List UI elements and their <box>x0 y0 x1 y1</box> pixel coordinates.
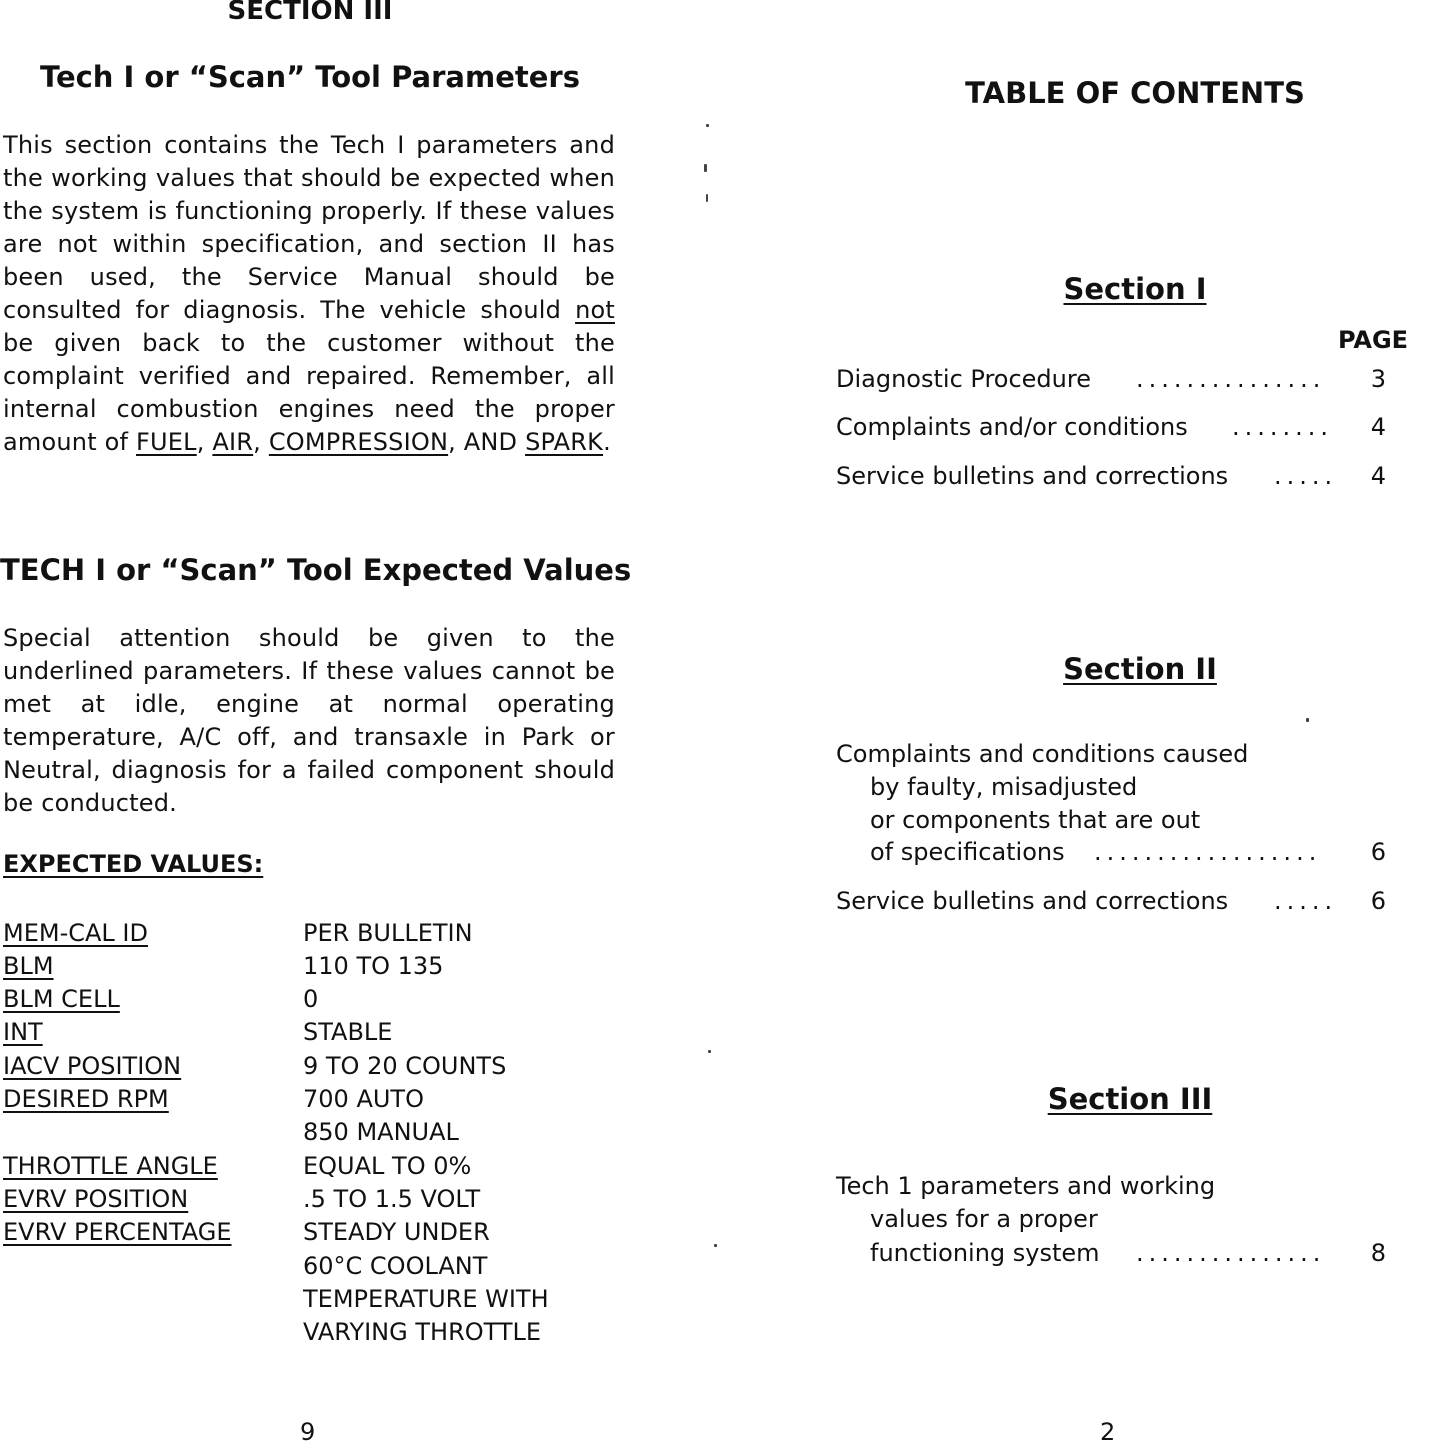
page-title: Tech I or “Scan” Tool Parameters <box>40 60 580 94</box>
parameter-name: MEM-CAL ID <box>3 919 148 947</box>
parameter-value: STABLE <box>303 1018 393 1046</box>
toc-leader-dots: ..... <box>1274 462 1338 490</box>
toc-entry-page: 4 <box>1370 413 1386 441</box>
parameter-value: 60°C COOLANT <box>303 1252 488 1280</box>
toc-entry-text: by faulty, misadjusted <box>870 773 1138 801</box>
scan-speck <box>1306 718 1309 722</box>
parameter-name: BLM CELL <box>3 985 120 1013</box>
intro-paragraph <box>3 129 615 459</box>
intro-end: . <box>603 428 611 456</box>
right-page-number: 2 <box>1100 1418 1116 1446</box>
parameter-value: 0 <box>303 985 319 1013</box>
expected-value-row <box>3 1150 623 1183</box>
scan-speck <box>706 124 709 127</box>
expected-values-heading: TECH I or “Scan” Tool Expected Values <box>0 553 632 587</box>
expected-value-row <box>3 1116 623 1149</box>
section-header: SECTION III <box>227 0 393 26</box>
section-2-heading: Section II <box>1063 652 1217 686</box>
toc-entry-text: Tech 1 parameters and working <box>836 1172 1216 1200</box>
parameter-value: EQUAL TO 0% <box>303 1152 472 1180</box>
expected-values-label: EXPECTED VALUES: <box>3 850 264 878</box>
intro-emphasis: not <box>575 296 615 324</box>
intro-text-1: This section contains the Tech I parameters and the working values that should be expected when the system is functioning properly. If these values are not within specification, and section II has been used, the Service Manual should be consulted for diagnosis. The vehicle should <box>3 131 615 324</box>
toc-entry-page: 6 <box>1370 887 1386 915</box>
parameter-name: IACV POSITION <box>3 1052 182 1080</box>
parameter-name: DESIRED RPM <box>3 1085 169 1113</box>
toc-entry-text: values for a proper <box>870 1205 1098 1233</box>
toc-entry-text: Complaints and conditions caused <box>836 740 1249 768</box>
toc-leader-dots: ............... <box>1136 1239 1326 1267</box>
scan-speck <box>706 194 708 202</box>
parameter-value: .5 TO 1.5 VOLT <box>303 1185 481 1213</box>
parameter-name: BLM <box>3 952 54 980</box>
scan-speck <box>704 164 707 172</box>
expected-value-row <box>3 1216 623 1249</box>
toc-leader-dots: ............... <box>1136 365 1326 393</box>
parameter-name: INT <box>3 1018 43 1046</box>
parameter-value: STEADY UNDER <box>303 1218 490 1246</box>
toc-leader-dots: .................. <box>1094 838 1322 866</box>
toc-entry-text: Service bulletins and corrections <box>836 887 1229 915</box>
toc-entry-page: 8 <box>1370 1239 1386 1267</box>
toc-entry-text: functioning system <box>870 1239 1100 1267</box>
intro-sep-1: , <box>196 428 213 456</box>
toc-entry-text: or components that are out <box>870 806 1201 834</box>
expected-value-row <box>3 950 623 983</box>
intro-sep-2: , <box>253 428 269 456</box>
left-page-number: 9 <box>300 1418 316 1446</box>
section-1-heading: Section I <box>1063 272 1207 306</box>
toc-entry-text: Service bulletins and corrections <box>836 462 1229 490</box>
intro-text-2: be given back to the customer without the complaint verified and repaired. Remember, all internal combustion engines need the proper amount of <box>3 329 615 456</box>
compression-word: COMPRESSION <box>268 428 449 456</box>
toc-entry-page: 6 <box>1370 838 1386 866</box>
toc-entry-text: Complaints and/or conditions <box>836 413 1188 441</box>
toc-entry-text: of specifications <box>870 838 1065 866</box>
expected-value-row <box>3 1050 623 1083</box>
page-column-label: PAGE <box>1338 326 1409 354</box>
parameter-value: 850 MANUAL <box>303 1118 459 1146</box>
expected-value-row <box>3 1250 623 1283</box>
parameter-value: 110 TO 135 <box>303 952 444 980</box>
toc-entry-text: Diagnostic Procedure <box>836 365 1091 393</box>
expected-value-row <box>3 983 623 1016</box>
expected-value-row <box>3 1316 623 1349</box>
toc-leader-dots: ..... <box>1274 887 1338 915</box>
parameter-value: TEMPERATURE WITH <box>303 1285 549 1313</box>
parameter-name: THROTTLE ANGLE <box>3 1152 218 1180</box>
expected-value-row <box>3 1016 623 1049</box>
air-word: AIR <box>212 428 254 456</box>
toc-title: TABLE OF CONTENTS <box>965 76 1305 110</box>
expected-value-row <box>3 1283 623 1316</box>
parameter-name: EVRV POSITION <box>3 1185 189 1213</box>
special-attention-paragraph: Special attention should be given to the underlined parameters. If these values cannot be met at idle, engine at normal operating temperature, A/C off, and transaxle in Park or Neutral, diagnosis for a failed component should be conducted. <box>3 624 615 817</box>
parameter-value: PER BULLETIN <box>303 919 473 947</box>
parameter-value: 9 TO 20 COUNTS <box>303 1052 507 1080</box>
parameter-value: 700 AUTO <box>303 1085 424 1113</box>
toc-entry-page: 4 <box>1370 462 1386 490</box>
parameter-value: VARYING THROTTLE <box>303 1318 542 1346</box>
expected-value-row <box>3 917 623 950</box>
section-3-heading: Section III <box>1047 1082 1213 1116</box>
expected-value-row <box>3 1083 623 1116</box>
spark-word: SPARK <box>525 428 604 456</box>
toc-entry-page: 3 <box>1370 365 1386 393</box>
parameter-name: EVRV PERCENTAGE <box>3 1218 232 1246</box>
toc-leader-dots: ........ <box>1232 413 1334 441</box>
intro-sep-3: , AND <box>448 428 526 456</box>
fuel-word: FUEL <box>136 428 197 456</box>
scan-speck <box>708 1050 711 1053</box>
scan-speck <box>714 1244 717 1247</box>
expected-value-row <box>3 1183 623 1216</box>
